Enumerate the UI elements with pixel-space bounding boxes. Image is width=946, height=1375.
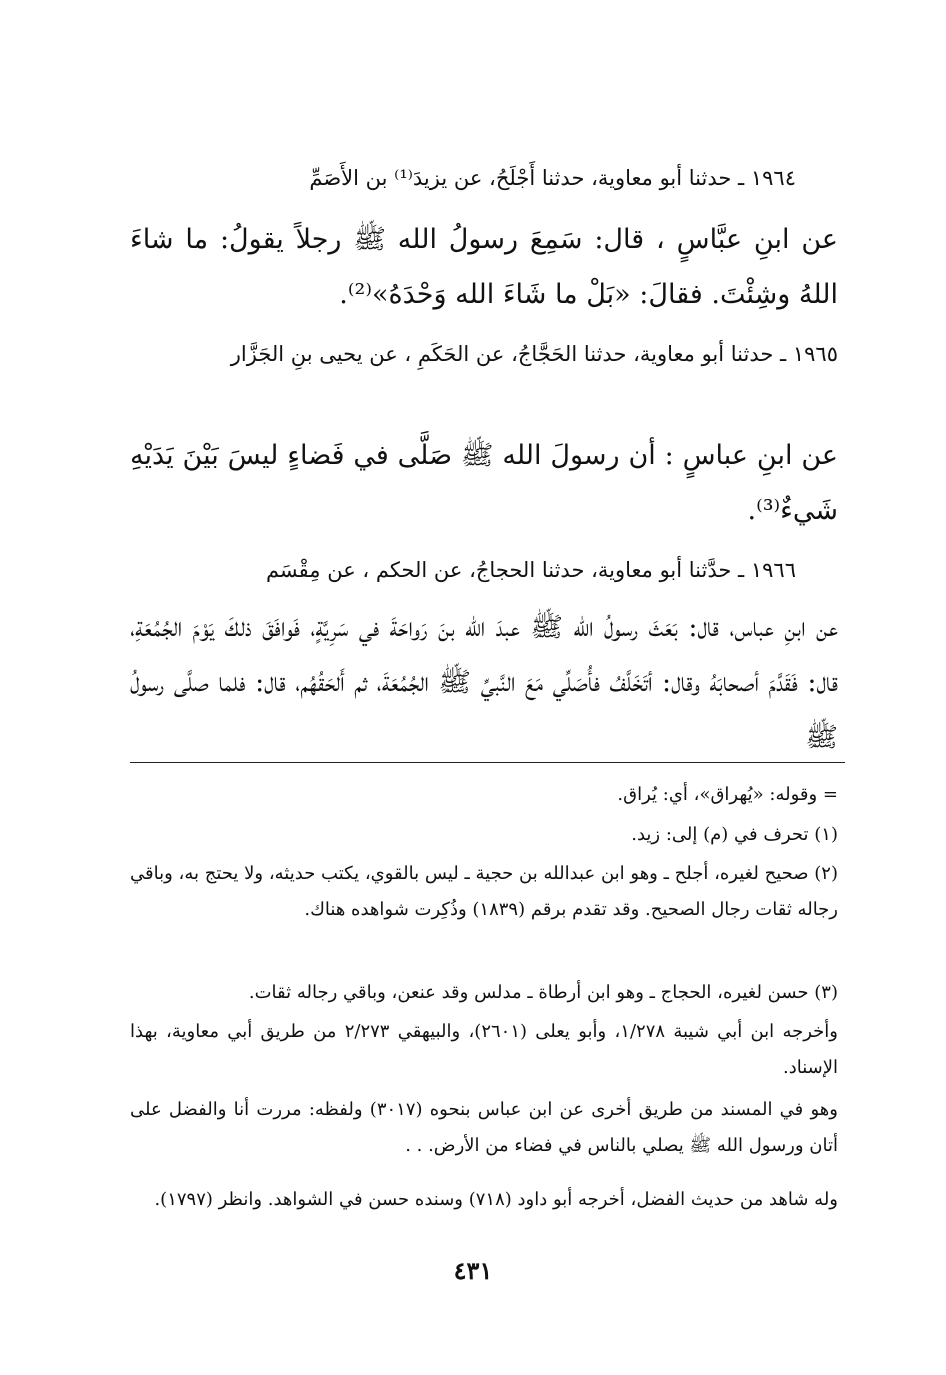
footnote-continuation: = وقوله: «يُهراق»، أي: يُراق. (617, 784, 838, 805)
hadith-1966-isnad: ١٩٦٦ ـ حدَّثنا أبو معاوية، حدثنا الحجاجُ، عن الحكم ، عن مِقْسَم (265, 558, 796, 582)
footnote-separator (130, 762, 845, 763)
footnote-3: (٣) حسن لغيره، الحجاج ـ وهو ابن أرطاة ـ مدلس وقد عنعن، وباقي رجاله ثقات. (248, 982, 838, 1003)
hadith-1965-isnad: ١٩٦٥ ـ حدثنا أبو معاوية، حدثنا الحَجَّاجُ، عن الحَكَمِ ، عن يحيى بنِ الجَزَّار (230, 342, 838, 366)
footnote-3-musnad: وهو في المسند من طريق أخرى عن ابن عباس بنحوه (٣٠١٧) ولفظه: مررت أنا والفضل على أتان ورسول الله ﷺ يصلي بالناس في فضاء من الأرض. . . (130, 1099, 838, 1156)
footnote-3-shahid: وله شاهد من حديث الفضل، أخرجه أبو داود (٧١٨) وسنده حسن في الشواهد. وانظر (١٧٩٧). (154, 1189, 838, 1210)
hadith-1964-isnad: ١٩٦٤ ـ حدثنا أبو معاوية، حدثنا أَجْلَحُ، عن يزيدَ⁽¹⁾ بن الأَصَمِّ (309, 166, 796, 190)
hadith-1966-matn: عن ابنِ عباس، قال: بَعَثَ رسولُ الله ﷺ عبدَ الله بنَ رَواحَةَ في سَرِيَّةٍ، فَوافَقَ ذلكَ يَوْمَ الجُمُعَةِ، قال: فَقَدَّمَ أصحابَهُ وقال: أتَخَلَّفُ فأُصَلِّي مَعَ النَّبيِّ ﷺ الجُمُعَةَ، ثم أَلحَقُهُم، قال: فلما صلَّى رسولُ ﷺ (130, 612, 838, 753)
hadith-1965-matn: عن ابنِ عباسٍ : أن رسولَ الله ﷺ صَلَّى في فَضاءٍ ليسَ بَيْنَ يَدَيْهِ شَيءٌ⁽³⁾. (130, 440, 838, 526)
page-number: ٤٣١ (453, 1256, 493, 1285)
footnote-1: (١) تحرف في (م) إلى: زيد. (631, 824, 838, 845)
footnote-2: (٢) صحيح لغيره، أجلح ـ وهو ابن عبدالله بن حجية ـ ليس بالقوي، يكتب حديثه، ولا يحتج به، وباقي رجاله ثقات رجال الصحيح. وقد تقدم برقم (١٨٣٩) وذُكِرت شواهده هناك. (130, 863, 838, 920)
footnote-3-sources: وأخرجه ابن أبي شيبة ١/٢٧٨، وأبو يعلى (٢٦٠١)، والبيهقي ٢/٢٧٣ من طريق أبي معاوية، بهذا الإسناد. (130, 1021, 838, 1078)
hadith-1964-matn: عن ابنِ عبَّاسٍ ، قال: سَمِعَ رسولُ الله ﷺ رجلاً يقولُ: ما شاءَ اللهُ وشِئْتَ. فقالَ: «بَلْ ما شَاءَ الله وَحْدَهُ»⁽²⁾. (130, 224, 838, 310)
